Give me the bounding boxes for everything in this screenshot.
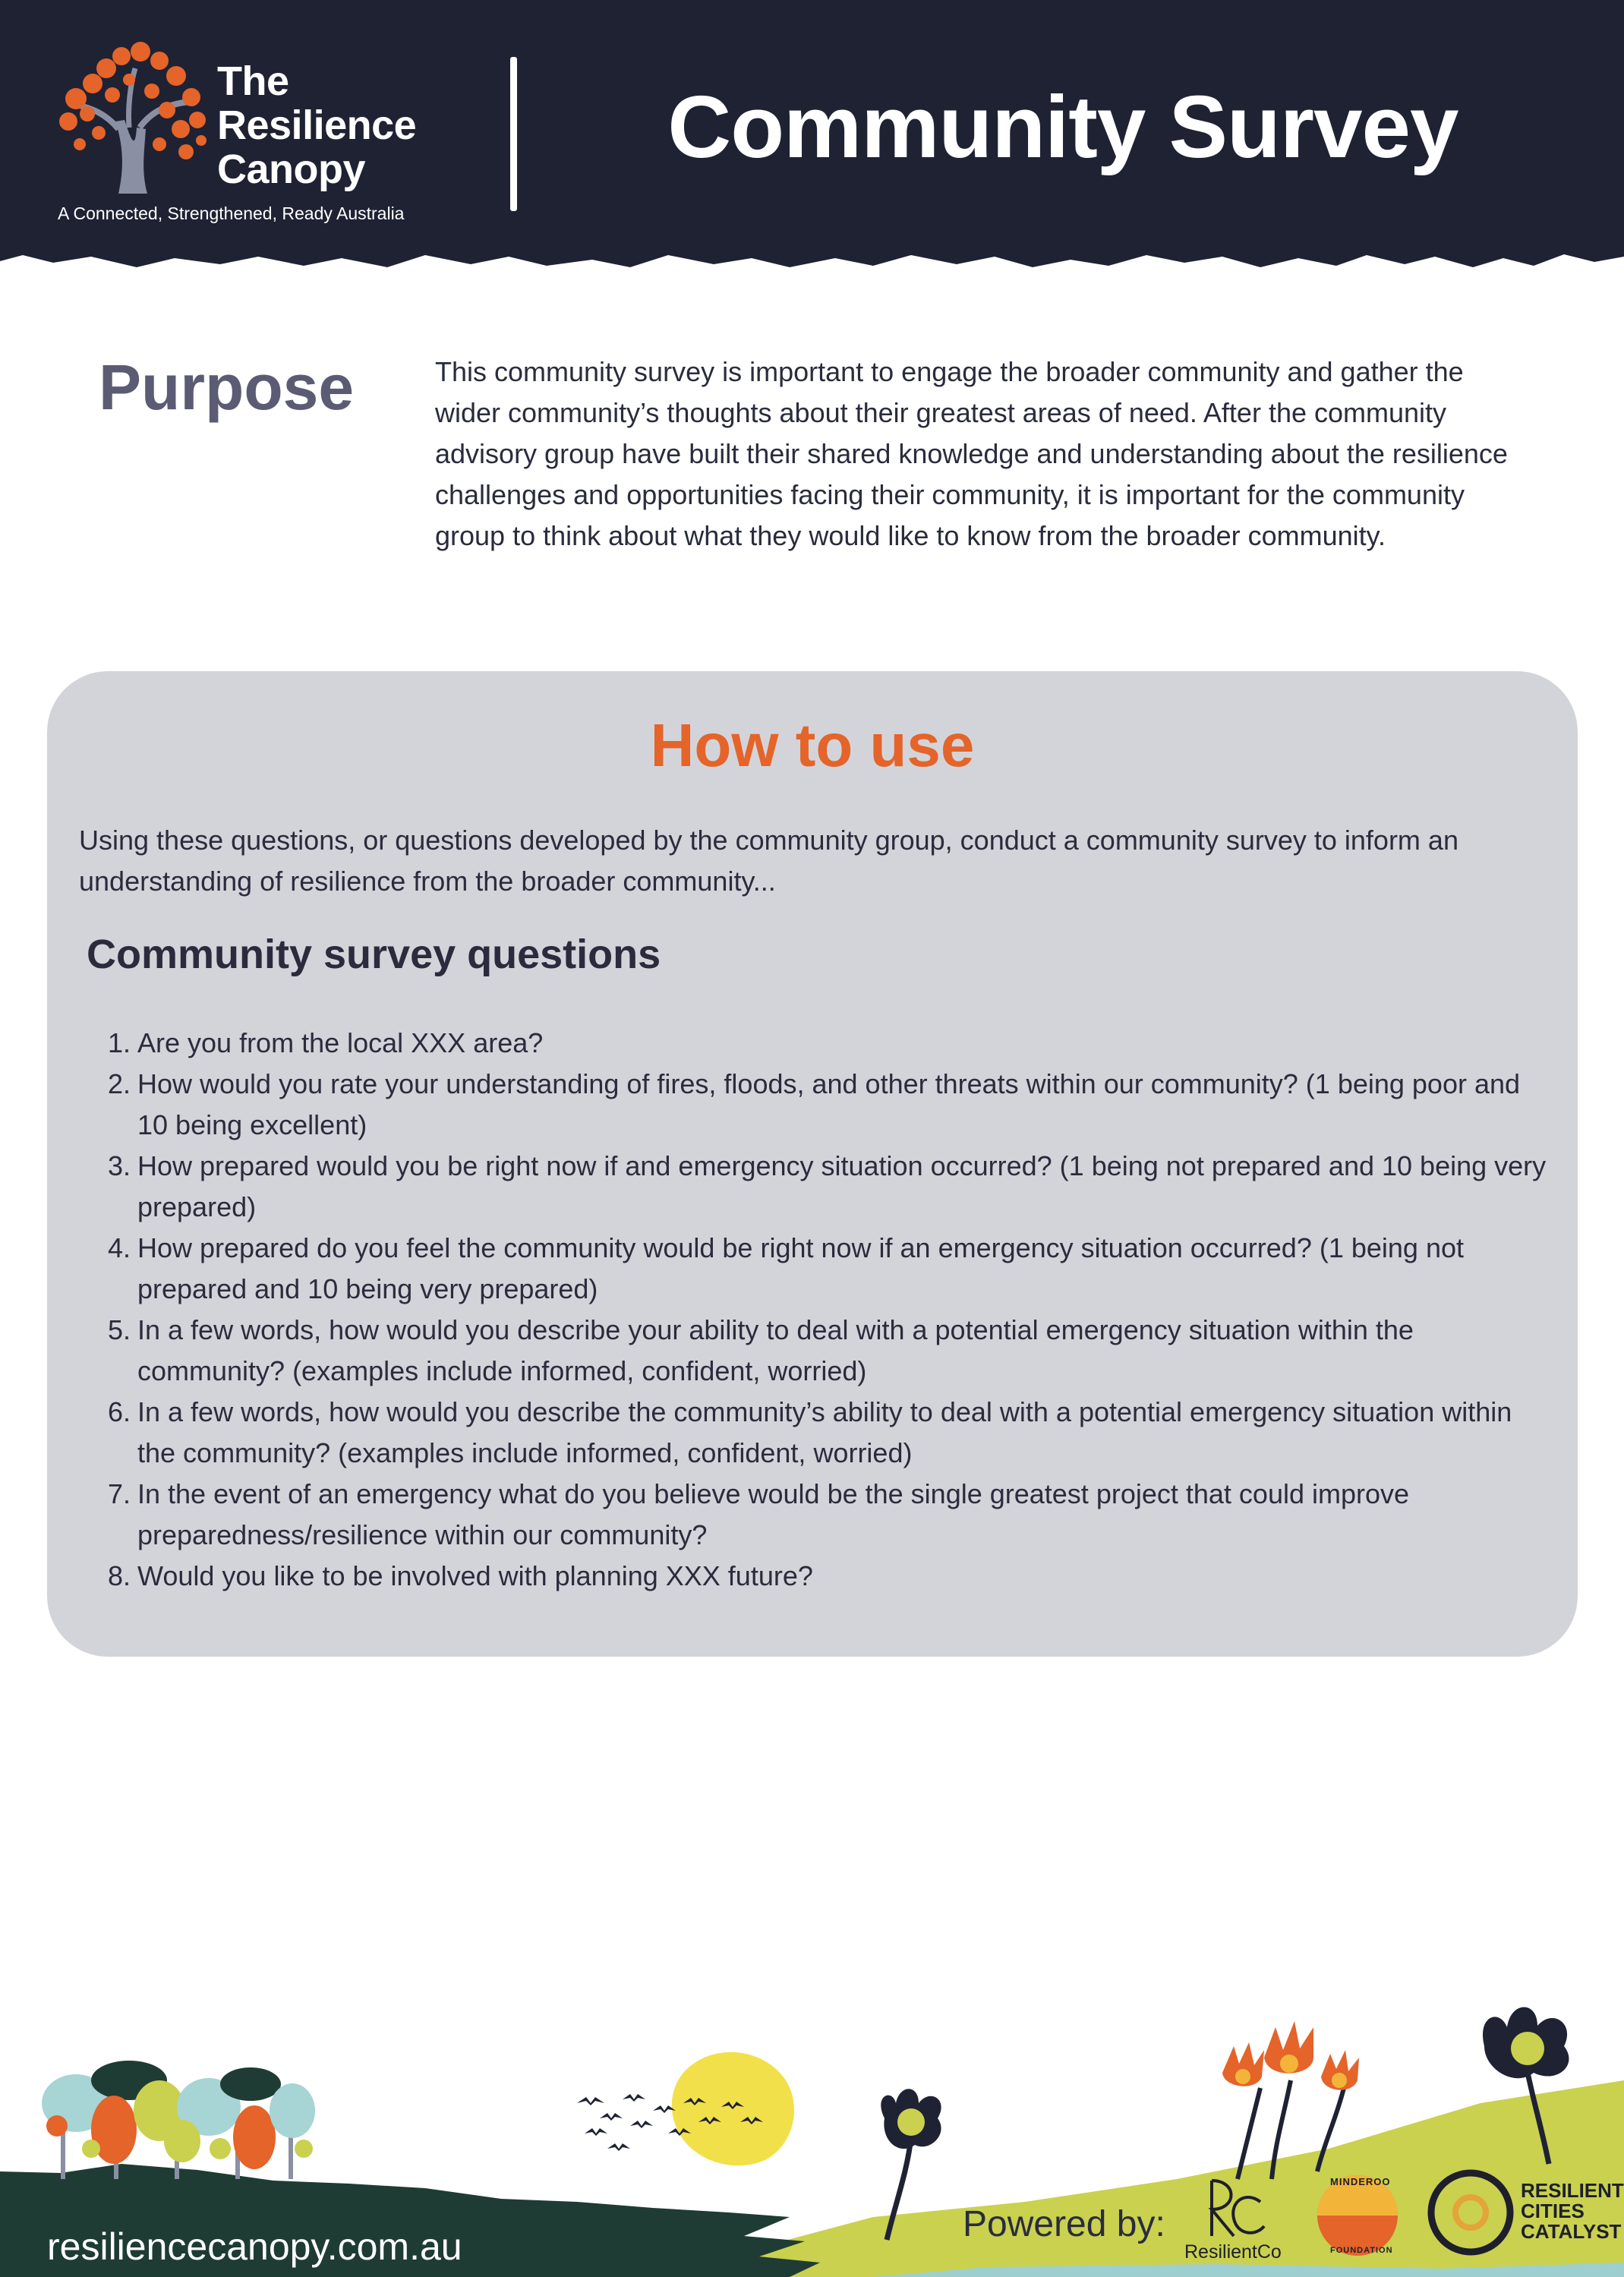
page-title: Community Survey <box>667 77 1458 176</box>
question-text: How prepared do you feel the community would be right now if an emergency situation occurred? (1 being not prepared and 10 being very prepared) <box>137 1232 1464 1304</box>
survey-question <box>47 1310 1578 1392</box>
question-text: Would you like to be involved with planning XXX future? <box>137 1560 813 1591</box>
footer-landscape <box>0 1974 1624 2277</box>
how-to-use-intro: Using these questions, or questions developed by the community group, conduct a community survey to inform an understanding of resilience from the broader community... <box>79 825 1458 897</box>
rcc-label <box>1521 2181 1624 2242</box>
survey-question <box>47 1023 1578 1064</box>
survey-questions-list <box>47 1023 1578 1597</box>
question-text: How would you rate your understanding of fires, floods, and other threats within our community? (1 being poor and 10 being excellent) <box>137 1068 1521 1140</box>
rcc-line2: CITIES <box>1521 2200 1585 2222</box>
question-text: In a few words, how would you describe your ability to deal with a potential emergency situation within the community? (examples include informed, confident, worried) <box>137 1314 1414 1386</box>
brand-name-line2: Resilience <box>217 102 417 148</box>
brand-name-line3: Canopy <box>217 147 366 192</box>
rcc-line3: CATALYST <box>1521 2220 1622 2243</box>
rcc-line1: RESILIENT <box>1521 2179 1624 2202</box>
question-text: Are you from the local XXX area? <box>137 1027 544 1058</box>
header-divider <box>510 57 517 211</box>
powered-by-label: Powered by: <box>963 2204 1165 2244</box>
question-number: 1. <box>108 1027 131 1058</box>
survey-question <box>47 1556 1578 1597</box>
question-number: 3. <box>108 1150 131 1181</box>
survey-question <box>47 1064 1578 1146</box>
question-text: How prepared would you be right now if and emergency situation occurred? (1 being not prepared and 10 being very prepared) <box>137 1150 1547 1222</box>
purpose-text: This community survey is important to engage the broader community and gather the wider community’s thoughts about their greatest areas of need. After the community advisory group have built their shared knowledge and understanding about the resilience challenges and opportunities facing their community, it is important for the community group to think about what they would like to know from the broader community. <box>435 356 1508 551</box>
question-number: 4. <box>108 1232 131 1263</box>
survey-questions-heading: Community survey questions <box>87 932 661 977</box>
question-text: In a few words, how would you describe the community’s ability to deal with a potential emergency situation within the community? (examples include informed, confident, worried) <box>137 1396 1512 1468</box>
question-number: 8. <box>108 1560 131 1591</box>
question-number: 6. <box>108 1396 131 1427</box>
question-text: In the event of an emergency what do you believe would be the single greatest project that could improve preparedness/resilience within our community? <box>137 1478 1410 1550</box>
purpose-heading: Purpose <box>99 352 355 423</box>
how-to-use-heading: How to use <box>650 711 975 779</box>
brand-name <box>217 59 416 191</box>
survey-question <box>47 1392 1578 1474</box>
survey-question <box>47 1146 1578 1228</box>
question-number: 5. <box>108 1314 131 1345</box>
resilientco-label: ResilientCo <box>1184 2241 1282 2263</box>
question-number: 2. <box>108 1068 131 1099</box>
survey-question <box>47 1474 1578 1556</box>
question-number: 7. <box>108 1478 131 1509</box>
minderoo-top-label: MINDEROO <box>1330 2176 1391 2187</box>
survey-question <box>47 1228 1578 1310</box>
brand-tagline: A Connected, Strengthened, Ready Australia <box>58 203 405 223</box>
tree-logo-icon <box>46 38 213 201</box>
brand-name-line1: The <box>217 58 289 104</box>
header-banner <box>0 0 1624 289</box>
minderoo-bottom-label: FOUNDATION <box>1330 2246 1393 2255</box>
trees-icon <box>42 2061 315 2179</box>
website-url[interactable]: resiliencecanopy.com.au <box>47 2225 462 2268</box>
how-to-use-panel <box>47 671 1578 1657</box>
